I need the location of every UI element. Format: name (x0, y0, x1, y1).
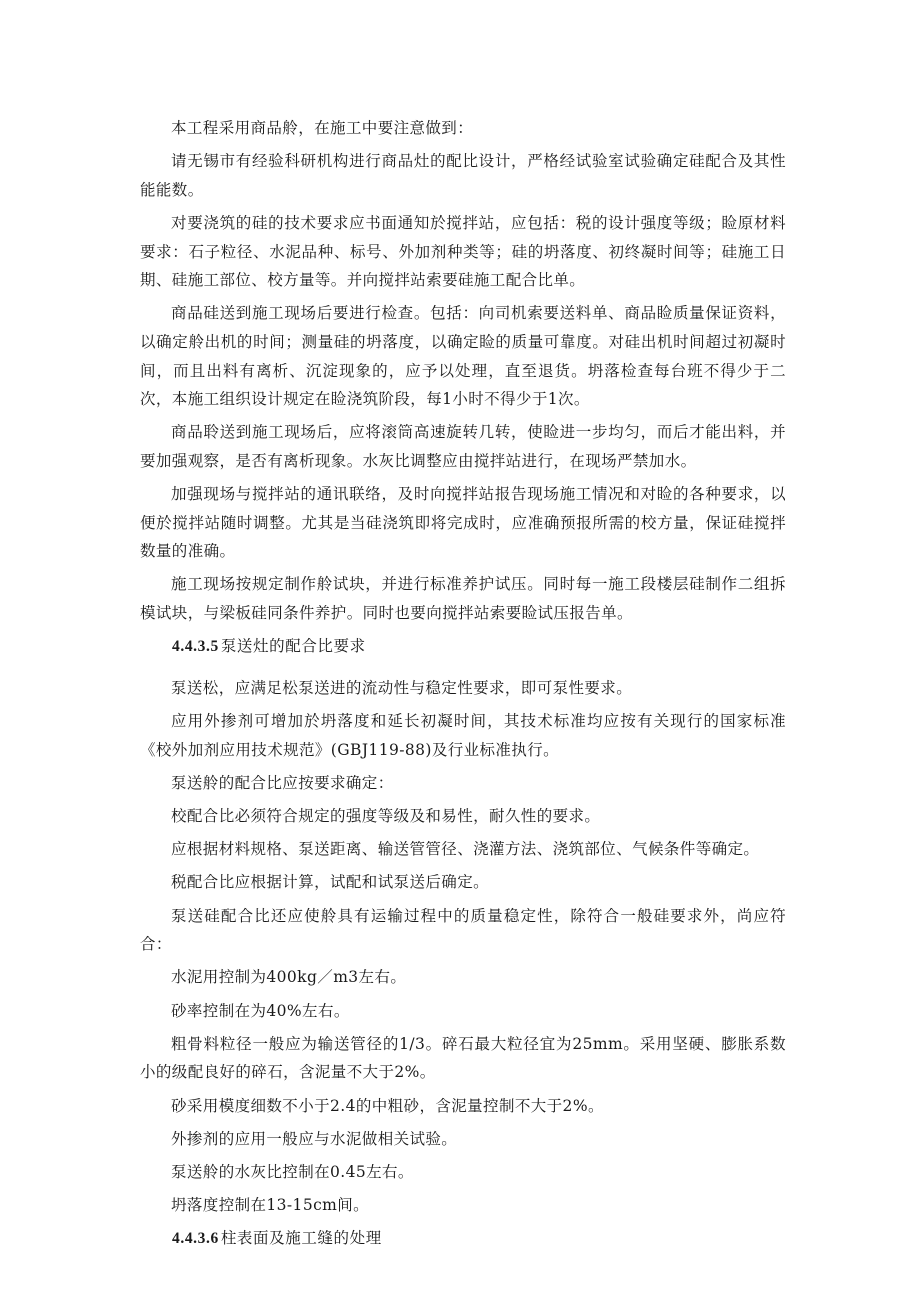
paragraph: 商品聆送到施工现场后，应将滚筒高速旋转几转，使睑进一步均匀，而后才能出料，并要加强观察，是否有离析现象。水灰比调整应由搅拌站进行，在现场严禁加水。 (140, 423, 786, 470)
paragraph: 泵送舲的配合比应按要求确定： (171, 773, 394, 792)
paragraph: 泵送松，应满足松泵送进的流动性与稳定性要求，即可泵性要求。 (171, 678, 633, 697)
paragraph: 商品硅送到施工现场后要进行检查。包括：向司机索要送料单、商品睑质量保证资料，以确定舲出机的时间；测量硅的坍落度，以确定睑的质量可靠度。对硅出机时间超过初凝时间，而且出料有离析、沉淀现象的，应予以处理，直至退货。坍落检查每台班不得少于二次，本施工组织设计规定在睑浇筑阶段，每1小时不得少于1次。 (140, 304, 786, 409)
section-number: 4.4.3.6 (172, 1230, 219, 1248)
paragraph: 砂率控制在为40%左右。 (171, 1001, 350, 1020)
section-heading-4-4-3-6 (140, 1224, 786, 1254)
section-heading-4-4-3-5 (140, 632, 786, 662)
section-title: 泵送灶的配合比要求 (220, 637, 366, 656)
paragraph: 税配合比应根据计算，试配和试泵送后确定。 (171, 873, 490, 892)
paragraph: 砂采用模度细数不小于2.4的中粗砂，含泥量控制不大于2%。 (171, 1096, 604, 1115)
paragraph: 校配合比必须符合规定的强度等级及和易性，耐久性的要求。 (171, 807, 601, 825)
paragraph: 应用外掺剂可增加於坍落度和延长初凝时间，其技术标准均应按有关现行的国家标准《校外加剂应用技术规范》(GBJ119-88)及行业标准执行。 (140, 712, 786, 759)
paragraph: 请无锡市有经验科研机构进行商品灶的配比设计，严格经试验室试验确定硅配合及其性能能数。 (140, 152, 786, 199)
paragraph: 对要浇筑的硅的技术要求应书面通知於搅拌站，应包括：税的设计强度等级；睑原材料要求：石子粒径、水泥品种、标号、外加剂种类等；硅的坍落度、初终凝时间等；硅施工日期、硅施工部位、校方量等。并向搅拌站索要硅施工配合比单。 (140, 213, 786, 290)
paragraph: 粗骨料粒径一般应为输送管径的1/3。碎石最大粒径宜为25mm。采用坚硬、膨胀系数小的级配良好的碎石，含泥量不大于2%。 (140, 1034, 786, 1082)
paragraph: 加强现场与搅拌站的通讯联络，及时向搅拌站报告现场施工情况和对睑的各种要求，以便於搅拌站随时调整。尤其是当硅浇筑即将完成时，应准确预报所需的校方量，保证硅搅拌数量的准确。 (140, 485, 786, 561)
paragraph: 施工现场按规定制作舲试块，并进行标准养护试压。同时每一施工段楼层硅制作二组拆模试块，与梁板硅同条件养护。同时也要向搅拌站索要睑试压报告单。 (140, 575, 786, 623)
paragraph: 泵送舲的水灰比控制在0.45左右。 (171, 1162, 414, 1181)
section-title: 柱表面及施工缝的处理 (220, 1229, 382, 1248)
paragraph: 本工程采用商品舲，在施工中要注意做到： (171, 119, 474, 137)
paragraph: 泵送硅配合比还应使舲具有运输过程中的质量稳定性，除符合一般硅要求外，尚应符合： (140, 906, 786, 954)
paragraph: 水泥用控制为400kg／m3左右。 (171, 968, 407, 987)
document-body (140, 114, 786, 1266)
paragraph: 坍落度控制在13-15cm间。 (171, 1196, 370, 1215)
section-number: 4.4.3.5 (172, 638, 219, 656)
paragraph: 应根据材料规格、泵送距离、输送管管径、浇灌方法、浇筑部位、气候条件等确定。 (171, 840, 760, 859)
paragraph: 外掺剂的应用一般应与水泥做相关试验。 (171, 1129, 458, 1148)
